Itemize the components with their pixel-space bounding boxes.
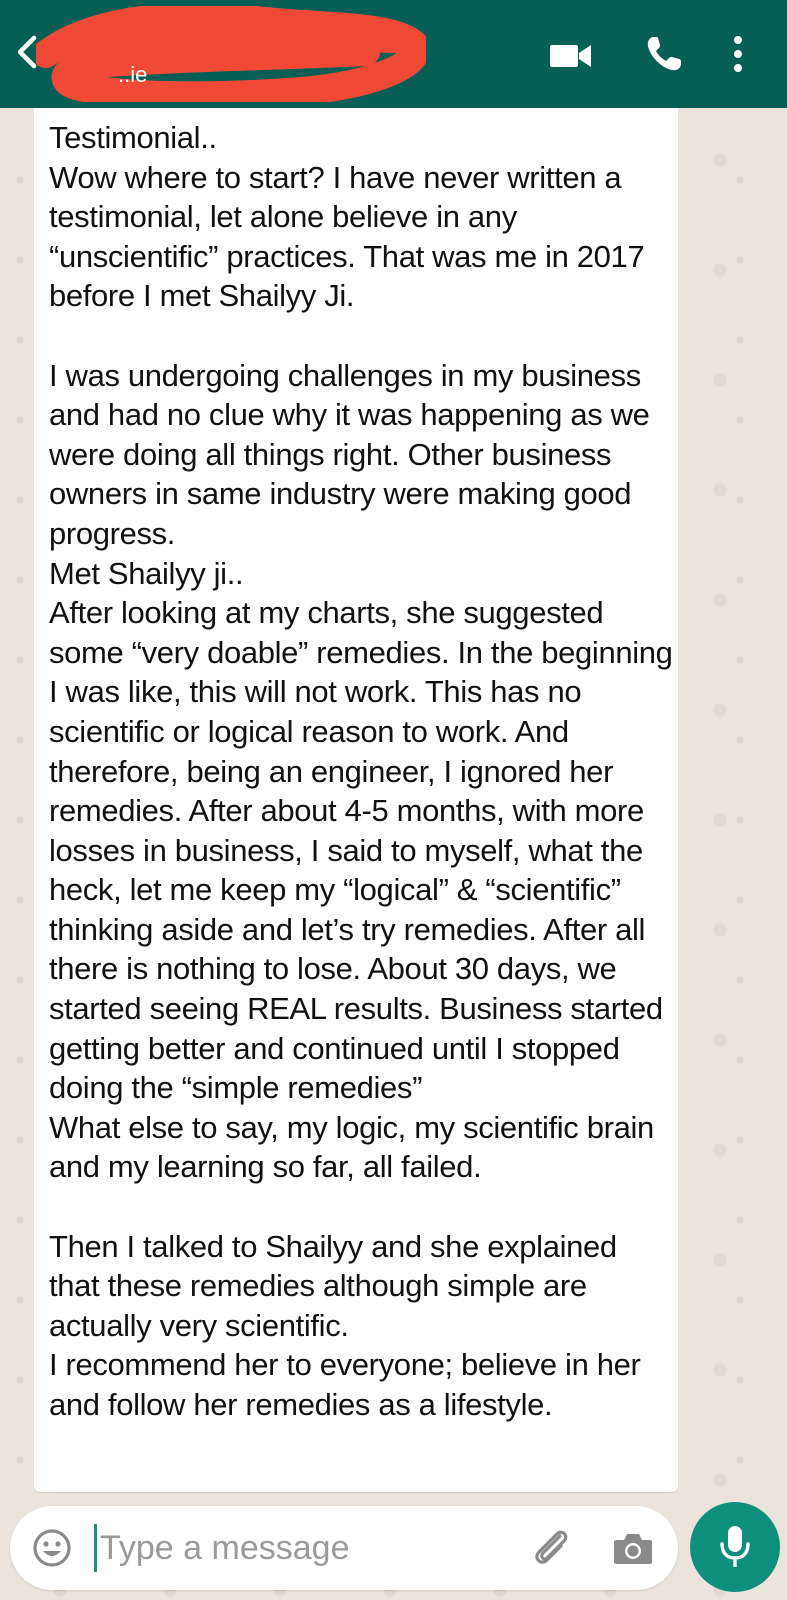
message-text: Testimonial.. Wow where to start? I have never written a testimonial, let alone believe in any “unscientific” practices. That was me in 2017 before I met Shailyy Ji. I was undergoing challenges in my business and had no clue why it was happening as we were doing all things right. Other business owners in same industry were making good progress. Met Shailyy ji.. After looking at my charts, she suggested some “very doable” remedies. In the beginning I was like, this will not work. This has no scientific or logical reason to work. And therefore, being an engineer, I ignored her remedies. After about 4-5 months, with more losses in business, I said to myself, what the heck, let me keep my “logical” & “scientific” thinking aside and let’s try remedies. After all there is nothing to lose. About 30 days, we started seeing REAL results. Business started getting better and continued until I stopped doing the “simple remedies” What else to say, my logic, my scientific brain and my learning so far, all failed. Then I talked to Shailyy and she explained that these remedies although simple are actually very scientific. I recommend her to everyone; believe in her and follow her remedies as a lifestyle.: [49, 120, 673, 1422]
video-call-icon[interactable]: [548, 36, 594, 76]
text-cursor: [94, 1524, 97, 1572]
chat-header: [0, 0, 787, 108]
contact-name[interactable]: ..ie: [118, 62, 148, 87]
voice-record-button[interactable]: [690, 1502, 780, 1592]
message-input[interactable]: [100, 1520, 500, 1576]
mic-icon: [717, 1524, 753, 1570]
more-options-icon[interactable]: [731, 34, 745, 74]
emoji-icon[interactable]: [32, 1528, 72, 1568]
redaction-scribble: [36, 6, 426, 102]
camera-icon[interactable]: [612, 1528, 654, 1568]
message-composer: [10, 1506, 678, 1590]
voice-call-icon[interactable]: [644, 34, 684, 74]
message-bubble[interactable]: [34, 108, 678, 1492]
attach-icon[interactable]: [530, 1526, 572, 1568]
